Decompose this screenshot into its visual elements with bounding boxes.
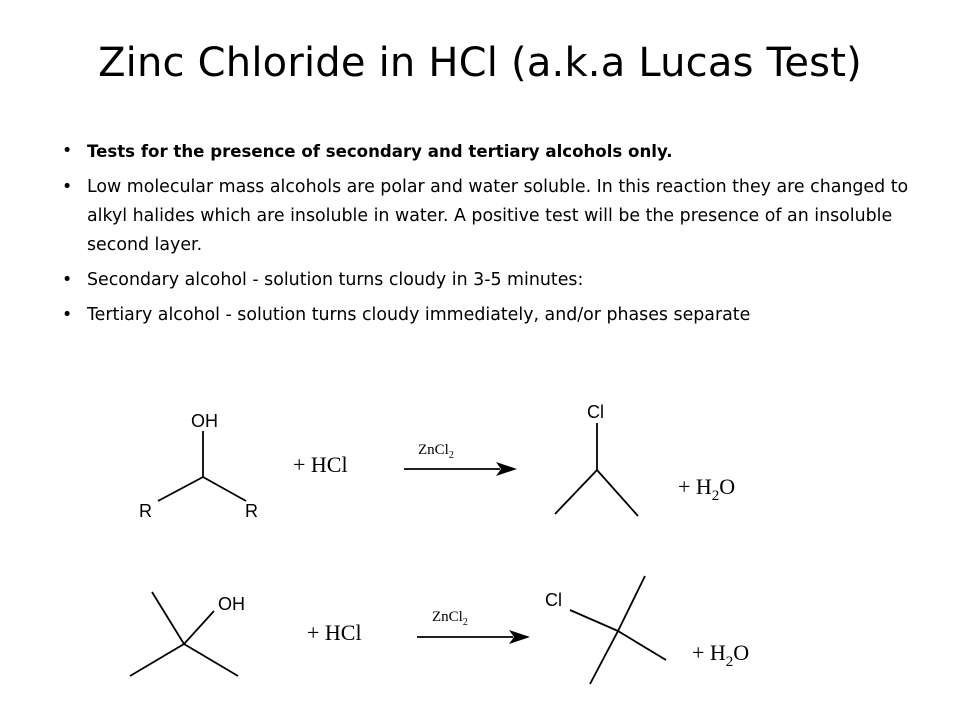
bullet-text: Tests for the presence of secondary and tertiary alcohols only. bbox=[87, 142, 673, 161]
bond bbox=[130, 644, 184, 676]
hydroxyl-label: OH bbox=[218, 594, 245, 614]
bond bbox=[590, 631, 618, 684]
bond bbox=[570, 610, 618, 631]
secondary-alcohol-structure bbox=[158, 431, 246, 501]
reaction-tertiary bbox=[130, 576, 749, 684]
bullet-marker: • bbox=[62, 141, 73, 161]
byproduct-water: + $H_2O$ bbox=[678, 474, 736, 504]
reaction-arrow bbox=[404, 462, 517, 476]
chlorine-label: Cl bbox=[545, 590, 562, 610]
r-group-label: R bbox=[139, 501, 152, 521]
bond bbox=[152, 592, 184, 644]
reaction-arrow bbox=[417, 630, 530, 644]
bond bbox=[184, 611, 214, 644]
bullet-marker: • bbox=[62, 270, 73, 290]
bond bbox=[597, 470, 638, 516]
bond bbox=[618, 576, 645, 631]
reagent-hcl: + HCl bbox=[307, 620, 362, 645]
tertiary-chloride-structure bbox=[570, 576, 666, 684]
reaction-secondary bbox=[139, 402, 735, 521]
hydroxyl-label: OH bbox=[191, 411, 218, 431]
bullet-text: Secondary alcohol - solution turns cloudy in 3-5 minutes: bbox=[87, 270, 584, 290]
reagent-hcl: + HCl bbox=[293, 452, 348, 477]
slide-title: Zinc Chloride in HCl (a.k.a Lucas Test) bbox=[98, 40, 862, 86]
byproduct-water: + $H_2O$ bbox=[692, 640, 750, 670]
catalyst-label: ZnCl$_2$ bbox=[418, 442, 454, 461]
bond bbox=[618, 631, 666, 660]
bond bbox=[158, 477, 203, 501]
catalyst-label: ZnCl$_2$ bbox=[432, 609, 468, 628]
bond bbox=[203, 477, 246, 501]
chlorine-label: Cl bbox=[587, 402, 604, 422]
bullet-text: Low molecular mass alcohols are polar and water soluble. In this reaction they are changed to alkyl halides which are insoluble in water. A positive test will be the presence of an insoluble second layer. bbox=[87, 177, 909, 255]
r-group-label: R bbox=[245, 501, 258, 521]
bond bbox=[184, 644, 238, 676]
bullet-text: Tertiary alcohol - solution turns cloudy immediately, and/or phases separate bbox=[87, 305, 751, 325]
bullet-marker: • bbox=[62, 177, 73, 197]
bond bbox=[555, 470, 597, 514]
bullet-marker: • bbox=[62, 305, 73, 325]
secondary-chloride-structure bbox=[555, 423, 638, 516]
